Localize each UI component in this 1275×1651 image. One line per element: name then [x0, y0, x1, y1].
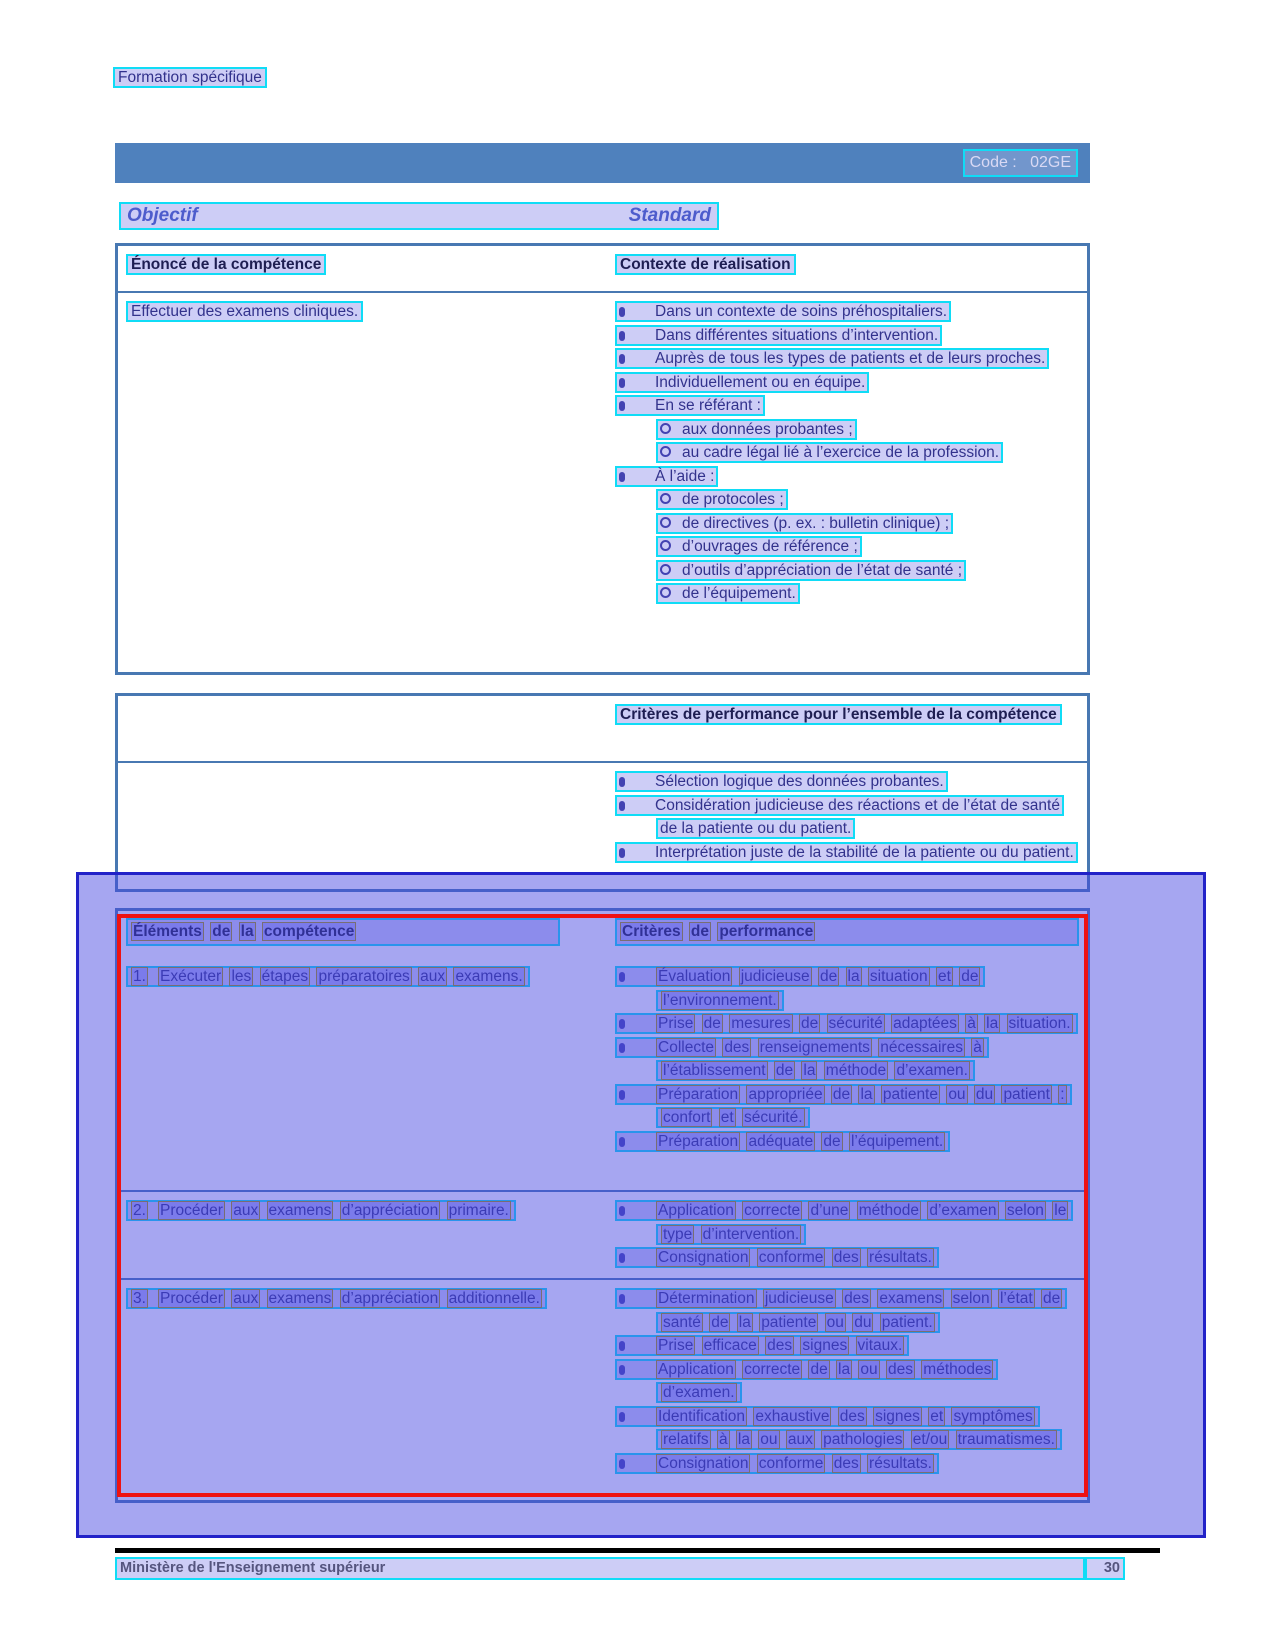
- objectif-standard-strip: [119, 202, 719, 230]
- word-box: additionnelle.: [448, 1290, 540, 1307]
- square-bullet-icon: [619, 1036, 655, 1060]
- word-box: ou: [760, 1431, 778, 1448]
- word-box: d’appréciation: [341, 1202, 439, 1219]
- square-bullet-icon: [619, 965, 655, 989]
- word-box: la: [838, 1360, 851, 1378]
- word-box: patient.: [881, 1313, 933, 1331]
- bullet-text: de protocoles ;: [682, 491, 784, 508]
- word-box: l’environnement.: [663, 991, 777, 1009]
- bullet-text: Considération judicieuse des réactions et de l’état de santé de la patiente ou du patient.: [655, 796, 1060, 837]
- col-header-contexte: Contexte de réalisation: [615, 254, 796, 275]
- word-box: aux: [420, 968, 446, 985]
- square-bullet-icon: [619, 770, 655, 794]
- word-box: du: [854, 1313, 872, 1331]
- criteres-cell: [615, 1280, 1087, 1503]
- word-box: méthode: [858, 1202, 920, 1219]
- bullet-text: [655, 1408, 1058, 1449]
- word-box: signes: [875, 1407, 920, 1425]
- word-box: appropriée: [748, 1085, 823, 1103]
- bullet-item: [615, 841, 1079, 865]
- word-box: vitaux.: [857, 1337, 903, 1354]
- word-box: et: [720, 1109, 734, 1126]
- table-criteres-ensemble: [115, 693, 1090, 892]
- circle-bullet-icon: [660, 559, 682, 583]
- bullet-item: [615, 965, 1079, 1012]
- circle-bullet-icon: [660, 418, 682, 442]
- word-box: méthode: [825, 1062, 887, 1079]
- bullet-text: d’ouvrages de référence ;: [682, 538, 858, 555]
- bullet-item: [615, 1405, 1079, 1452]
- word-box: d’examen: [929, 1202, 997, 1219]
- square-bullet-icon: [619, 1334, 655, 1358]
- element-cell: [118, 958, 615, 1190]
- square-bullet-icon: [619, 371, 655, 395]
- word-box: judicieuse: [764, 1290, 834, 1307]
- footer: [115, 1557, 1125, 1580]
- bullet-item: [615, 1246, 1079, 1270]
- word-box: mesures: [731, 1015, 791, 1032]
- word-box: judicieuse: [740, 968, 810, 985]
- word-box: renseignements: [759, 1038, 870, 1056]
- word-box: à: [973, 1038, 982, 1056]
- bullet-text: [655, 1290, 1063, 1331]
- bullet-item: [615, 1036, 1079, 1083]
- bullet-text: de l’équipement.: [682, 585, 796, 602]
- bullet-item: [656, 418, 1079, 442]
- word-box: correcte: [744, 1360, 801, 1378]
- bullet-text: Interprétation juste de la stabilité de la patiente ou du patient.: [655, 843, 1074, 861]
- bullet-item: [615, 1358, 1079, 1405]
- word-box: préparatoires: [318, 968, 410, 985]
- word-box: sécurité.: [743, 1109, 803, 1126]
- word-box: de: [832, 1085, 851, 1103]
- bullet-text: [655, 1337, 905, 1354]
- square-bullet-icon: [619, 394, 655, 418]
- word-box: examens: [268, 1290, 332, 1307]
- table-enonce-contexte: [115, 243, 1090, 675]
- standard-heading: Standard: [628, 205, 711, 226]
- circle-bullet-icon: [660, 535, 682, 559]
- word-box: Préparation: [658, 1132, 739, 1150]
- word-box: examens: [268, 1202, 332, 1219]
- word-box: ou: [826, 1313, 844, 1331]
- square-bullet-icon: [619, 1358, 655, 1382]
- criteres-cell: [615, 1192, 1087, 1278]
- word-box: résultats.: [869, 1454, 932, 1472]
- word-box: examens: [879, 1290, 943, 1307]
- word-box: aux: [787, 1431, 813, 1448]
- square-bullet-icon: [619, 1287, 655, 1311]
- footer-ministry: Ministère de l'Enseignement supérieur: [115, 1557, 1085, 1580]
- word-box: l’équipement.: [850, 1132, 944, 1150]
- word-box: examens.: [455, 968, 523, 985]
- word-box: Éléments: [133, 923, 202, 940]
- criteres-bullet-list: [615, 763, 1087, 870]
- bullet-text: Sélection logique des données probantes.: [655, 773, 944, 790]
- word-box: selon: [1006, 1202, 1044, 1219]
- word-box: d’examen.: [896, 1062, 968, 1079]
- square-bullet-icon: [619, 1246, 655, 1270]
- bullet-text: [655, 968, 981, 1009]
- word-box: aux: [233, 1290, 259, 1307]
- square-bullet-icon: [619, 300, 655, 324]
- word-box: méthodes: [923, 1360, 992, 1378]
- contexte-bullet-list: [615, 293, 1087, 612]
- footer-page-number: 30: [1085, 1557, 1125, 1580]
- element-cell: [118, 1192, 615, 1278]
- bullet-text: Dans différentes situations d’intervention.: [655, 326, 939, 344]
- word-box: compétence: [263, 923, 355, 940]
- circle-bullet-icon: [660, 582, 682, 606]
- word-box: des: [844, 1290, 870, 1307]
- square-bullet-icon: [619, 1130, 655, 1154]
- objectif-heading: Objectif: [127, 205, 198, 226]
- word-box: confort: [663, 1109, 711, 1126]
- word-box: la: [803, 1062, 816, 1079]
- row-label: [157, 968, 526, 985]
- row-label: [157, 1290, 543, 1307]
- word-box: adéquate: [748, 1132, 814, 1150]
- table-row: [118, 1190, 1087, 1278]
- word-box: la: [738, 1313, 751, 1331]
- word-box: la: [986, 1015, 999, 1032]
- bullet-item: [615, 465, 1079, 489]
- bullet-text: aux données probantes ;: [682, 420, 853, 438]
- row-number: 1.: [133, 968, 146, 985]
- word-box: Détermination: [658, 1290, 755, 1307]
- word-box: de: [212, 923, 231, 940]
- table-row: [118, 1278, 1087, 1503]
- word-box: patiente: [761, 1313, 817, 1331]
- bullet-text: [655, 1133, 946, 1150]
- word-box: le: [1054, 1202, 1067, 1219]
- word-box: des: [724, 1038, 750, 1056]
- footer-rule: [115, 1548, 1160, 1553]
- word-box: la: [240, 923, 254, 940]
- bullet-item: [615, 794, 1079, 841]
- word-box: de: [823, 1132, 841, 1150]
- word-box: Préparation: [658, 1085, 739, 1103]
- table-row: [118, 958, 1087, 1190]
- word-box: Consignation: [658, 1249, 749, 1266]
- word-box: signes: [802, 1337, 848, 1354]
- table-elements-criteres: [115, 908, 1090, 1503]
- row-label: [157, 1202, 512, 1219]
- square-bullet-icon: [619, 1012, 655, 1036]
- word-box: d’une: [810, 1202, 849, 1219]
- word-box: nécessaires: [880, 1038, 963, 1056]
- section-label: [113, 66, 267, 90]
- word-box: correcte: [744, 1202, 801, 1219]
- word-box: primaire.: [448, 1202, 509, 1219]
- word-box: à: [718, 1431, 728, 1448]
- word-box: conforme: [758, 1249, 824, 1266]
- word-box: de: [690, 923, 709, 940]
- col-header-elements: [126, 918, 560, 946]
- bullet-item: [615, 1334, 1079, 1358]
- bullet-item: [656, 559, 1079, 583]
- bullet-text: [655, 1015, 1074, 1032]
- col-header-criteres-ensemble: Critères de performance pour l’ensemble de la compétence: [615, 704, 1062, 725]
- bullet-item: [615, 300, 1079, 324]
- word-box: l’établissement: [663, 1062, 766, 1079]
- word-box: situation: [869, 968, 928, 985]
- competence-statement: Effectuer des examens cliniques.: [126, 301, 363, 322]
- bullet-text: En se référant :: [655, 397, 761, 414]
- word-box: Prise: [658, 1337, 694, 1354]
- word-box: patiente: [882, 1085, 938, 1103]
- word-box: exhaustive: [755, 1407, 830, 1425]
- bullet-item: [615, 1083, 1079, 1130]
- col-header-enonce: Énoncé de la compétence: [126, 254, 326, 275]
- table-header-row: [118, 246, 1087, 291]
- circle-bullet-icon: [660, 441, 682, 465]
- word-box: Application: [658, 1202, 734, 1219]
- bullet-item: [615, 394, 1079, 418]
- bullet-item: [615, 1130, 1079, 1154]
- word-box: la: [737, 1431, 750, 1448]
- table-rows-container: [118, 958, 1087, 1503]
- word-box: type: [663, 1225, 693, 1243]
- word-box: et: [937, 968, 951, 985]
- bullet-item: [615, 1287, 1079, 1334]
- element-cell: [118, 1280, 615, 1503]
- word-box: performance: [719, 923, 814, 940]
- word-box: Critères: [622, 923, 681, 940]
- square-bullet-icon: [619, 1083, 655, 1107]
- bullet-item: [656, 512, 1079, 536]
- code-badge: Code : 02GE: [963, 149, 1078, 177]
- row-number: 2.: [133, 1202, 146, 1219]
- word-box: de: [800, 1015, 819, 1032]
- word-box: à: [967, 1015, 976, 1032]
- word-box: traumatismes.: [957, 1431, 1055, 1448]
- bullet-text: [655, 1202, 1069, 1243]
- word-box: d’appréciation: [341, 1290, 439, 1307]
- bullet-text: [655, 1361, 994, 1402]
- table-header-row: [118, 911, 1087, 958]
- word-box: Procéder: [160, 1290, 223, 1307]
- word-box: des: [887, 1360, 913, 1378]
- bullet-item: [656, 441, 1079, 465]
- word-box: d’examen.: [663, 1384, 735, 1401]
- table-body-row: [118, 761, 1087, 870]
- word-box: selon: [952, 1290, 990, 1307]
- section-label-text: Formation spécifique: [113, 67, 267, 88]
- square-bullet-icon: [619, 347, 655, 371]
- bullet-text: au cadre légal lié à l’exercice de la profession.: [682, 444, 1000, 461]
- table-header-row: [118, 696, 1087, 761]
- word-box: aux: [233, 1202, 259, 1219]
- row-number: 3.: [133, 1290, 146, 1307]
- bullet-text: de directives (p. ex. : bulletin clinique) ;: [682, 514, 950, 532]
- bullet-item: [615, 1012, 1079, 1036]
- word-box: la: [860, 1085, 873, 1103]
- title-bar: [115, 143, 1090, 183]
- square-bullet-icon: [619, 465, 655, 489]
- word-box: des: [767, 1337, 793, 1354]
- word-box: Exécuter: [160, 968, 222, 985]
- word-box: Consignation: [658, 1454, 749, 1472]
- bullet-text: [655, 1455, 935, 1472]
- circle-bullet-icon: [660, 512, 682, 536]
- bullet-item: [656, 488, 1079, 512]
- bullet-text: [655, 1086, 1068, 1127]
- word-box: Évaluation: [658, 968, 731, 985]
- bullet-item: [656, 535, 1079, 559]
- word-box: conforme: [758, 1454, 824, 1472]
- word-box: la: [847, 968, 860, 985]
- word-box: des: [833, 1454, 859, 1472]
- word-box: et/ou: [912, 1431, 948, 1448]
- word-box: Prise: [658, 1015, 694, 1032]
- word-box: Procéder: [160, 1202, 223, 1219]
- word-box: de: [711, 1313, 729, 1331]
- bullet-item: [615, 371, 1079, 395]
- table-body-row: [118, 291, 1087, 612]
- criteres-cell: [615, 958, 1087, 1190]
- word-box: de: [819, 968, 838, 985]
- bullet-text: Individuellement ou en équipe.: [655, 373, 866, 391]
- bullet-item: [656, 582, 1079, 606]
- word-box: et: [930, 1407, 944, 1425]
- word-box: santé: [663, 1313, 701, 1331]
- word-box: efficace: [703, 1337, 757, 1354]
- word-box: sécurité: [828, 1015, 883, 1032]
- word-box: des: [833, 1249, 859, 1266]
- word-box: Application: [658, 1360, 734, 1378]
- word-box: de: [1043, 1290, 1061, 1307]
- square-bullet-icon: [619, 1199, 655, 1223]
- word-box: de: [775, 1062, 794, 1079]
- word-box: Identification: [658, 1407, 746, 1425]
- square-bullet-icon: [619, 1405, 655, 1429]
- bullet-text: À l’aide :: [655, 467, 715, 485]
- word-box: symptômes: [953, 1407, 1033, 1425]
- bullet-text: Dans un contexte de soins préhospitaliers.: [655, 303, 948, 320]
- word-box: adaptées: [893, 1015, 957, 1032]
- circle-bullet-icon: [660, 488, 682, 512]
- bullet-text: [655, 1039, 985, 1080]
- square-bullet-icon: [619, 1452, 655, 1476]
- word-box: d’intervention.: [702, 1225, 800, 1243]
- bullet-text: [655, 1249, 935, 1266]
- word-box: de: [703, 1015, 721, 1032]
- bullet-item: [615, 770, 1079, 794]
- word-box: relatifs: [663, 1431, 709, 1448]
- bullet-item: [615, 1199, 1079, 1246]
- square-bullet-icon: [619, 794, 655, 818]
- word-box: des: [839, 1407, 865, 1425]
- word-box: résultats.: [869, 1249, 932, 1266]
- bullet-text: Auprès de tous les types de patients et de leurs proches.: [655, 350, 1046, 367]
- word-box: ou: [860, 1360, 878, 1378]
- bullet-text: d’outils d’appréciation de l’état de santé ;: [682, 561, 963, 579]
- col-header-criteres: [615, 918, 1079, 946]
- word-box: de: [961, 968, 979, 985]
- square-bullet-icon: [619, 841, 655, 865]
- word-box: les: [231, 968, 252, 985]
- word-box: patient: [1003, 1085, 1050, 1103]
- word-box: l’état: [999, 1290, 1033, 1307]
- word-box: ou: [948, 1085, 966, 1103]
- bullet-item: [615, 347, 1079, 371]
- word-box: de: [810, 1360, 828, 1378]
- word-box: du: [975, 1085, 994, 1103]
- bullet-item: [615, 1452, 1079, 1476]
- square-bullet-icon: [619, 324, 655, 348]
- word-box: pathologies: [823, 1431, 903, 1448]
- bullet-item: [615, 324, 1079, 348]
- word-box: :: [1060, 1085, 1065, 1103]
- word-box: étapes: [261, 968, 309, 985]
- word-box: situation.: [1008, 1015, 1071, 1032]
- word-box: Collecte: [658, 1038, 714, 1056]
